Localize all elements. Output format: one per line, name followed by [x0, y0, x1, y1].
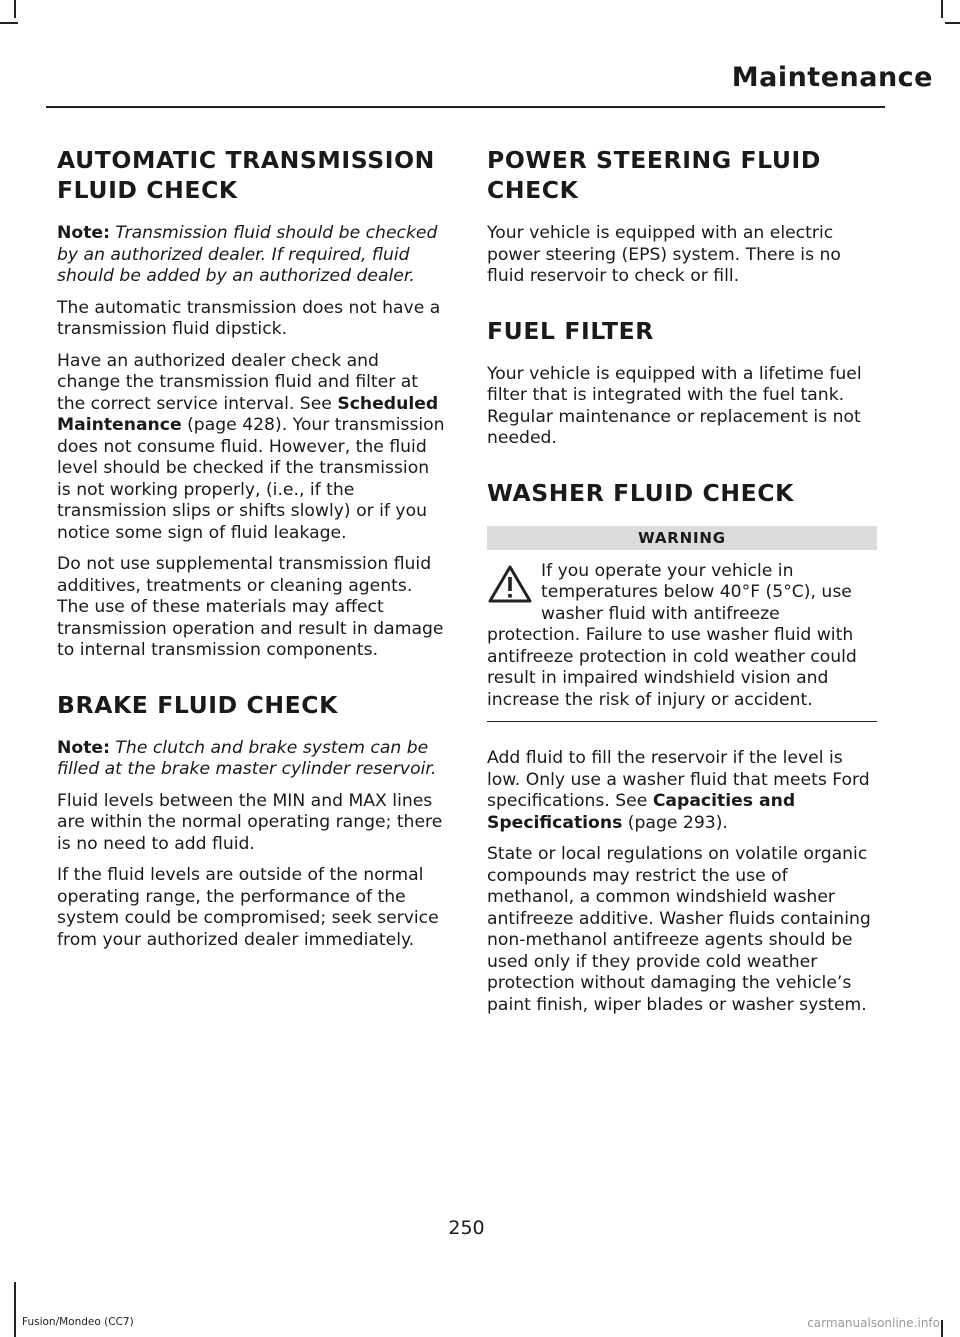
left-column: [57, 145, 447, 961]
crop-mark: [941, 0, 943, 18]
heading-line: POWER STEERING FLUID: [487, 146, 822, 174]
note-text: The clutch and brake system can be filled at the brake master cylinder reservoir.: [57, 737, 437, 779]
section-heading-washer-fluid: WASHER FLUID CHECK: [487, 478, 794, 507]
body-paragraph: [487, 748, 877, 834]
section-heading-fuel-filter: FUEL FILTER: [487, 316, 655, 345]
section-heading-automatic-transmission: [57, 145, 447, 205]
crop-mark: [941, 1320, 943, 1337]
footer-model: Fusion/Mondeo (CC7): [22, 1316, 134, 1328]
crop-mark: [14, 0, 16, 18]
text-fragment: Have an authorized dealer check and change the transmission fluid and filter at the correct service interval. See: [57, 350, 419, 414]
text-fragment: (page 293).: [627, 812, 728, 833]
warning-text: If you operate your vehicle in temperatures below 40°F (5°C), use washer fluid with antifreeze protection. Failure to use washer fluid with antifreeze protection in cold weather could result in impaired windshield vision and increase the risk of injury or accident.: [487, 560, 857, 710]
note-paragraph: [57, 738, 447, 781]
warning-label-bar: WARNING: [487, 526, 877, 550]
body-paragraph: Fluid levels between the MIN and MAX lines are within the normal operating range; there is no need to add fluid.: [57, 790, 443, 854]
note-paragraph: [57, 223, 447, 288]
heading-line: AUTOMATIC TRANSMISSION: [57, 146, 435, 174]
note-label: Note:: [57, 737, 110, 758]
note-label: Note:: [57, 223, 110, 243]
note-text: Transmission fluid should be checked by an authorized dealer. If required, fluid should be added by an authorized dealer.: [57, 223, 438, 286]
body-paragraph: If the fluid levels are outside of the normal operating range, the performance of the system could be compromised; seek service from your authorized dealer immediately.: [57, 865, 439, 950]
body-paragraph: The automatic transmission does not have a transmission fluid dipstick.: [57, 297, 441, 339]
header-rule: [46, 106, 885, 108]
crop-mark: [14, 1282, 16, 1337]
section-heading-brake-fluid: BRAKE FLUID CHECK: [57, 690, 338, 719]
body-paragraph: Your vehicle is equipped with a lifetime fuel filter that is integrated with the fuel tank. Regular maintenance or replacement is not needed.: [487, 363, 862, 448]
body-paragraph: [57, 351, 447, 545]
text-fragment: Add fluid to fill the reservoir if the level is low. Only use a washer fluid that meets Ford specifications. See: [487, 748, 870, 811]
body-paragraph: State or local regulations on volatile organic compounds may restrict the use of methanol, a common windshield washer antifreeze additive. Washer fluids containing non-methanol antifreeze agents should be used only if they provide cold weather protection without damaging the vehicle’s paint finish, wiper blades or washer system.: [487, 844, 871, 1015]
page-number: 250: [448, 1217, 485, 1239]
crop-mark: [945, 22, 960, 24]
heading-line: CHECK: [487, 176, 579, 204]
section-heading-power-steering: [487, 145, 877, 205]
right-column: [487, 145, 877, 1026]
cross-reference-link[interactable]: Capacities and Specifications: [487, 791, 796, 833]
text-fragment: (page 428). Your transmission does not consume fluid. However, the fluid level should be checked if the transmission is not working properly, (i.e., if the transmission slips or shifts slowly) or if you notice some sign of fluid leakage.: [57, 415, 445, 543]
warning-box: [487, 561, 877, 723]
heading-line: FLUID CHECK: [57, 176, 238, 204]
warning-triangle-icon: [487, 563, 535, 607]
cross-reference-link[interactable]: Scheduled Maintenance: [57, 393, 439, 435]
page-header-title: Maintenance: [731, 62, 933, 93]
body-paragraph: Do not use supplemental transmission fluid additives, treatments or cleaning agents. The use of these materials may affect transmission operation and result in damage to internal transmission components.: [57, 554, 444, 660]
watermark: carmanualsonline.info: [807, 1316, 940, 1330]
body-paragraph: Your vehicle is equipped with an electric power steering (EPS) system. There is no fluid reservoir to check or fill.: [487, 223, 841, 286]
crop-mark: [0, 22, 18, 24]
